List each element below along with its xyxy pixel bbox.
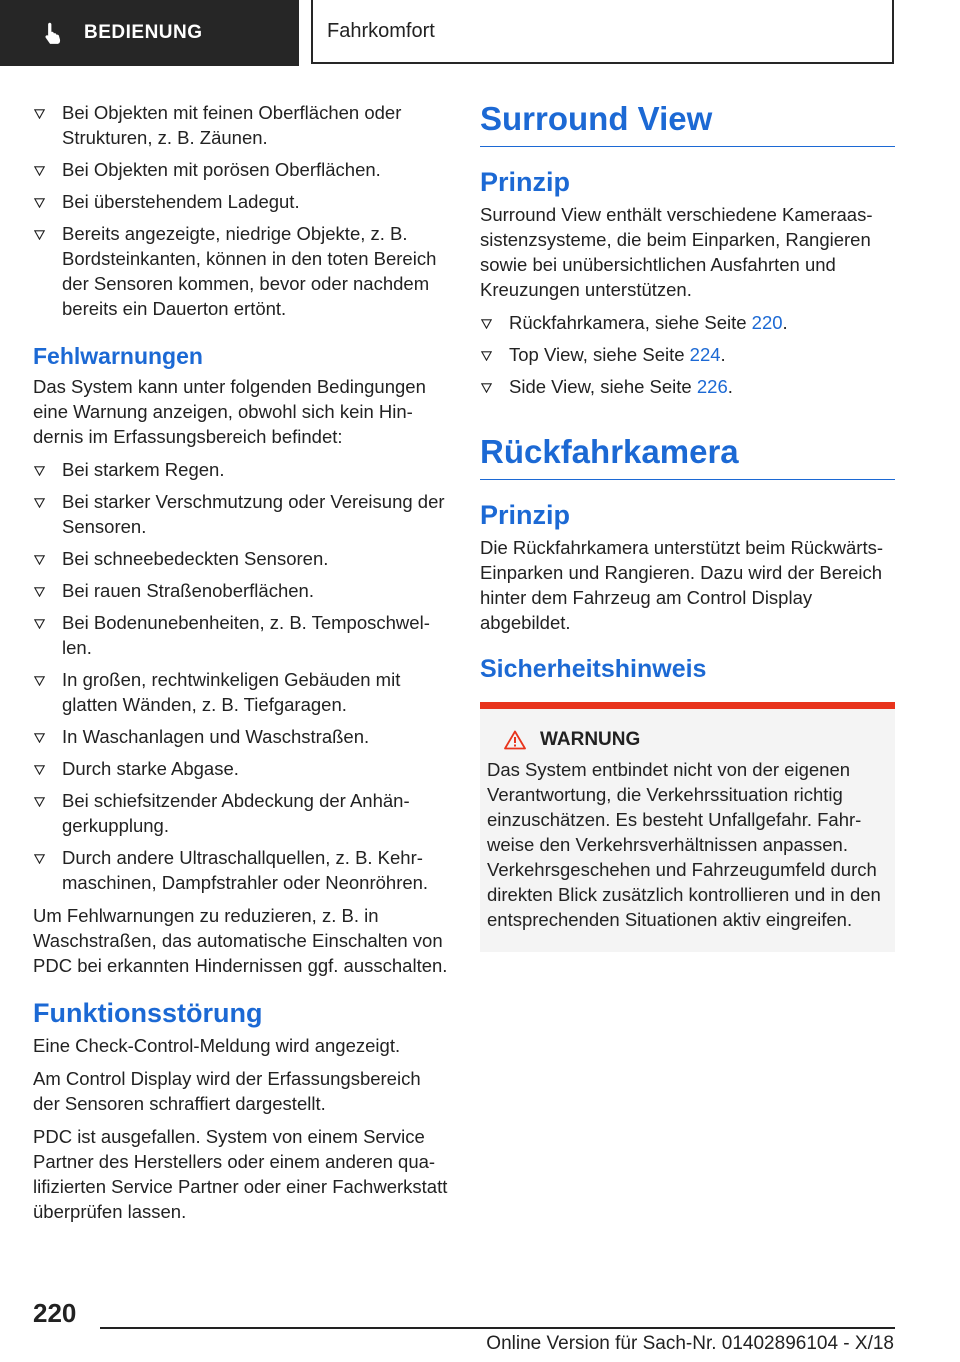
list-item: Side View, siehe Seite 226. <box>480 374 895 399</box>
triangle-bullet-icon <box>34 797 45 807</box>
list-item: Bei Bodenunebenheiten, z. B. Temposchwellen. <box>33 610 448 660</box>
heading-prinzip: Prinzip <box>480 500 571 530</box>
heading-rueckfahrkamera: Rückfahrkamera <box>480 433 895 480</box>
list-item: In Waschanlagen und Waschstraßen. <box>33 724 448 749</box>
list-item: Bei Objekten mit porösen Oberflächen. <box>33 157 448 182</box>
page-number: 220 <box>33 1298 77 1328</box>
condition-list <box>33 457 448 895</box>
triangle-bullet-icon <box>481 383 492 393</box>
paragraph: Surround View enthält verschiedene Kameraassistenzsysteme, die beim Einparken, Rangieren sowie bei unübersichtlichen Ausfahrten und Kreuzungen unterstützen. <box>480 204 873 300</box>
paragraph: Am Control Display wird der Erfassungsbereich der Sensoren schraffiert dargestellt. <box>33 1068 421 1114</box>
triangle-bullet-icon <box>34 498 45 508</box>
list-item: Bei rauen Straßenoberflächen. <box>33 578 448 603</box>
triangle-bullet-icon <box>34 765 45 775</box>
triangle-bullet-icon <box>481 319 492 329</box>
warning-triangle-icon <box>504 730 526 750</box>
hand-touch-icon <box>40 20 66 46</box>
page-link[interactable]: 226 <box>696 376 728 397</box>
triangle-bullet-icon <box>34 466 45 476</box>
triangle-bullet-icon <box>34 854 45 864</box>
heading-surround-view: Surround View <box>480 100 895 147</box>
list-item: Bei starkem Regen. <box>33 457 448 482</box>
list-item: Bereits angezeigte, niedrige Objekte, z. B. Bordsteinkanten, können in den toten Bereich der Sensoren kommen, bevor oder nachdem bereits ein Dauerton ertönt. <box>33 221 448 321</box>
heading-sicherheitshinweis: Sicherheitshinweis <box>480 655 707 683</box>
page-link[interactable]: 224 <box>689 344 721 365</box>
cross-reference-list <box>480 310 895 399</box>
paragraph: Die Rückfahrkamera unterstützt beim Rückwärts-Einparken und Rangieren. Dazu wird der Bereich hinter dem Fahrzeug am Control Display abgebildet. <box>480 537 884 633</box>
triangle-bullet-icon <box>34 587 45 597</box>
triangle-bullet-icon <box>34 230 45 240</box>
list-item: Bei Objekten mit feinen Oberflächen oder Strukturen, z. B. Zäunen. <box>33 100 448 150</box>
warning-title <box>504 729 888 751</box>
triangle-bullet-icon <box>34 676 45 686</box>
paragraph: Um Fehlwarnungen zu reduzieren, z. B. in Waschstraßen, das automatische Einschalten von PDC bei erkannten Hindernissen ggf. ausschalten. <box>33 905 448 976</box>
list-item: Bei schiefsitzender Abdeckung der Anhängerkupplung. <box>33 788 448 838</box>
triangle-bullet-icon <box>34 733 45 743</box>
paragraph: Eine Check-Control-Meldung wird angezeigt. <box>33 1035 401 1056</box>
page-link[interactable]: 220 <box>751 312 783 333</box>
list-item: Durch starke Abgase. <box>33 756 448 781</box>
list-item: Top View, siehe Seite 224. <box>480 342 895 367</box>
warning-label: WARNUNG <box>540 729 641 750</box>
triangle-bullet-icon <box>34 198 45 208</box>
triangle-bullet-icon <box>34 166 45 176</box>
list-item: Bei schneebedeckten Sensoren. <box>33 546 448 571</box>
warning-text: Das System entbindet nicht von der eigenen Verantwortung, die Verkehrssituation richtig einzuschätzen. Es besteht Unfallgefahr. Fahrweise den Verkehrsverhältnissen anpassen. Verkehrsgeschehen und Fahrzeugumfeld durch direkten Blick zusätzlich kontrollieren und in den entsprechenden Situationen aktiv eingreifen. <box>487 759 881 930</box>
list-item: Rückfahrkamera, siehe Seite 220. <box>480 310 895 335</box>
list-item: Bei überstehendem Ladegut. <box>33 189 448 214</box>
footer-divider <box>100 1327 895 1329</box>
paragraph: Das System kann unter folgenden Bedingungen eine Warnung anzeigen, obwohl sich kein Hindernis im Erfassungsbereich befindet: <box>33 376 426 447</box>
right-column <box>480 100 895 952</box>
heading-prinzip: Prinzip <box>480 167 571 197</box>
warning-box <box>480 702 895 952</box>
section-label: BEDIENUNG <box>84 22 203 43</box>
triangle-bullet-icon <box>34 555 45 565</box>
chapter-label: Fahrkomfort <box>327 19 435 42</box>
list-item: Bei starker Verschmutzung oder Vereisung der Sensoren. <box>33 489 448 539</box>
triangle-bullet-icon <box>34 619 45 629</box>
left-column <box>33 100 448 1232</box>
page-header <box>0 0 960 66</box>
footer-version: Online Version für Sach-Nr. 01402896104 - X/18 <box>486 1333 894 1354</box>
triangle-bullet-icon <box>34 109 45 119</box>
list-item: In großen, rechtwinkeligen Gebäuden mit glatten Wänden, z. B. Tiefgaragen. <box>33 667 448 717</box>
list-item: Durch andere Ultraschallquellen, z. B. Kehrmaschinen, Dampfstrahler oder Neonröhren. <box>33 845 448 895</box>
heading-funktionsstoerung: Funktionsstörung <box>33 998 263 1028</box>
heading-fehlwarnungen: Fehlwarnungen <box>33 343 203 369</box>
chapter-tab <box>311 0 894 64</box>
object-list <box>33 100 448 321</box>
section-tab <box>0 0 299 66</box>
paragraph: PDC ist ausgefallen. System von einem Service Partner des Herstellers oder einem anderen qualifizierten Service Partner oder einer Fachwerkstatt überprüfen lassen. <box>33 1126 448 1222</box>
triangle-bullet-icon <box>481 351 492 361</box>
